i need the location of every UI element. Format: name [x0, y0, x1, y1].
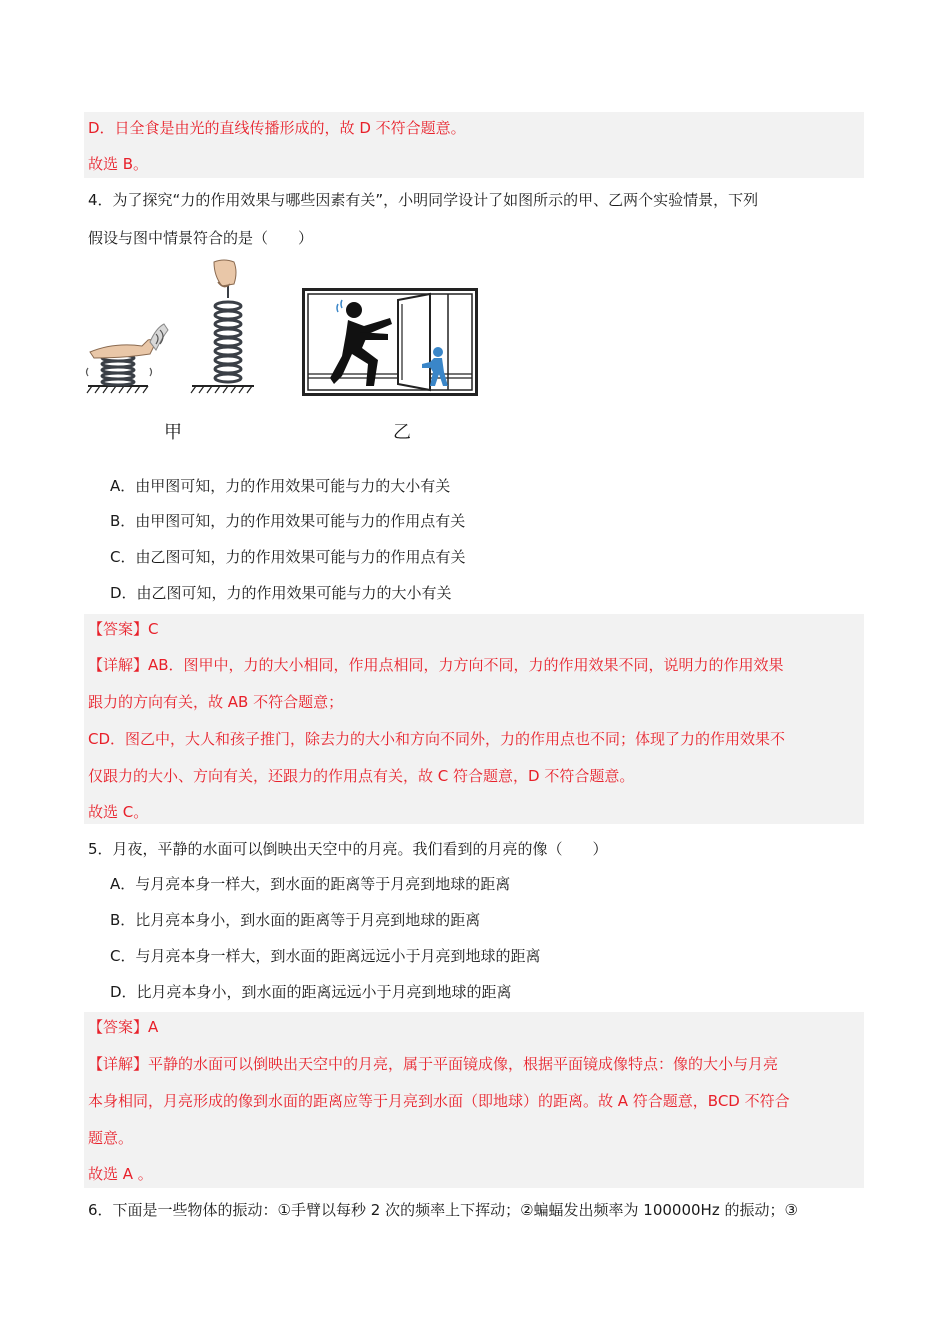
- q5-answer: 【答案】A: [88, 1018, 159, 1036]
- q4-option-b: B．由甲图可知，力的作用效果可能与力的作用点有关: [110, 512, 466, 530]
- q5-stem: 5．月夜，平静的水面可以倒映出天空中的月亮。我们看到的月亮的像（ ）: [88, 840, 608, 858]
- q4-stem-line-1: 4．为了探究“力的作用效果与哪些因素有关”，小明同学设计了如图所示的甲、乙两个实验情景，下列: [88, 191, 759, 209]
- q4-option-a: A．由甲图可知，力的作用效果可能与力的大小有关: [110, 477, 451, 495]
- q4-option-d: D．由乙图可知，力的作用效果可能与力的大小有关: [110, 584, 452, 602]
- figure-label-yi: 乙: [393, 422, 411, 443]
- figure-yi-door: [302, 288, 478, 396]
- q5-choice: 故选 A 。: [88, 1165, 153, 1183]
- q4-detail-line-3: CD．图乙中，大人和孩子推门，除去力的大小和方向不同外，力的作用点也不同；体现了力的作用效果不: [88, 730, 786, 748]
- q5-option-c: C．与月亮本身一样大，到水面的距离远远小于月亮到地球的距离: [110, 947, 541, 965]
- q4-choice: 故选 C。: [88, 803, 149, 821]
- q4-detail-line-4: 仅跟力的大小、方向有关，还跟力的作用点有关，故 C 符合题意，D 不符合题意。: [88, 767, 635, 785]
- q4-detail-line-2: 跟力的方向有关，故 AB 不符合题意；: [88, 693, 344, 711]
- q4-detail-line-1: 【详解】AB．图甲中，力的大小相同，作用点相同，力方向不同，力的作用效果不同，说明力的作用效果: [88, 656, 784, 674]
- q5-detail-line-2: 本身相同，月亮形成的像到水面的距离应等于月亮到水面（即地球）的距离。故 A 符合题意，BCD 不符合: [88, 1092, 790, 1110]
- figure-jia-springs: [84, 258, 264, 398]
- q5-option-d: D．比月亮本身小，到水面的距离远远小于月亮到地球的距离: [110, 983, 512, 1001]
- q4-answer-shade: [84, 614, 864, 824]
- q4-answer: 【答案】C: [88, 620, 159, 638]
- prev-option-d-explanation: D．日全食是由光的直线传播形成的，故 D 不符合题意。: [88, 119, 466, 137]
- q4-option-c: C．由乙图可知，力的作用效果可能与力的作用点有关: [110, 548, 466, 566]
- figure-label-jia: 甲: [164, 422, 182, 443]
- q5-option-b: B．比月亮本身小，到水面的距离等于月亮到地球的距离: [110, 911, 481, 929]
- q6-stem: 6．下面是一些物体的振动：①手臂以每秒 2 次的频率上下挥动；②蝙蝠发出频率为 100000Hz 的振动；③: [88, 1201, 798, 1219]
- q5-option-a: A．与月亮本身一样大，到水面的距离等于月亮到地球的距离: [110, 875, 511, 893]
- q5-detail-line-1: 【详解】平静的水面可以倒映出天空中的月亮，属于平面镜成像，根据平面镜成像特点：像的大小与月亮: [88, 1055, 779, 1073]
- q5-detail-line-3: 题意。: [88, 1129, 134, 1147]
- prev-choice: 故选 B。: [88, 155, 149, 173]
- q4-stem-line-2: 假设与图中情景符合的是（ ）: [88, 229, 314, 247]
